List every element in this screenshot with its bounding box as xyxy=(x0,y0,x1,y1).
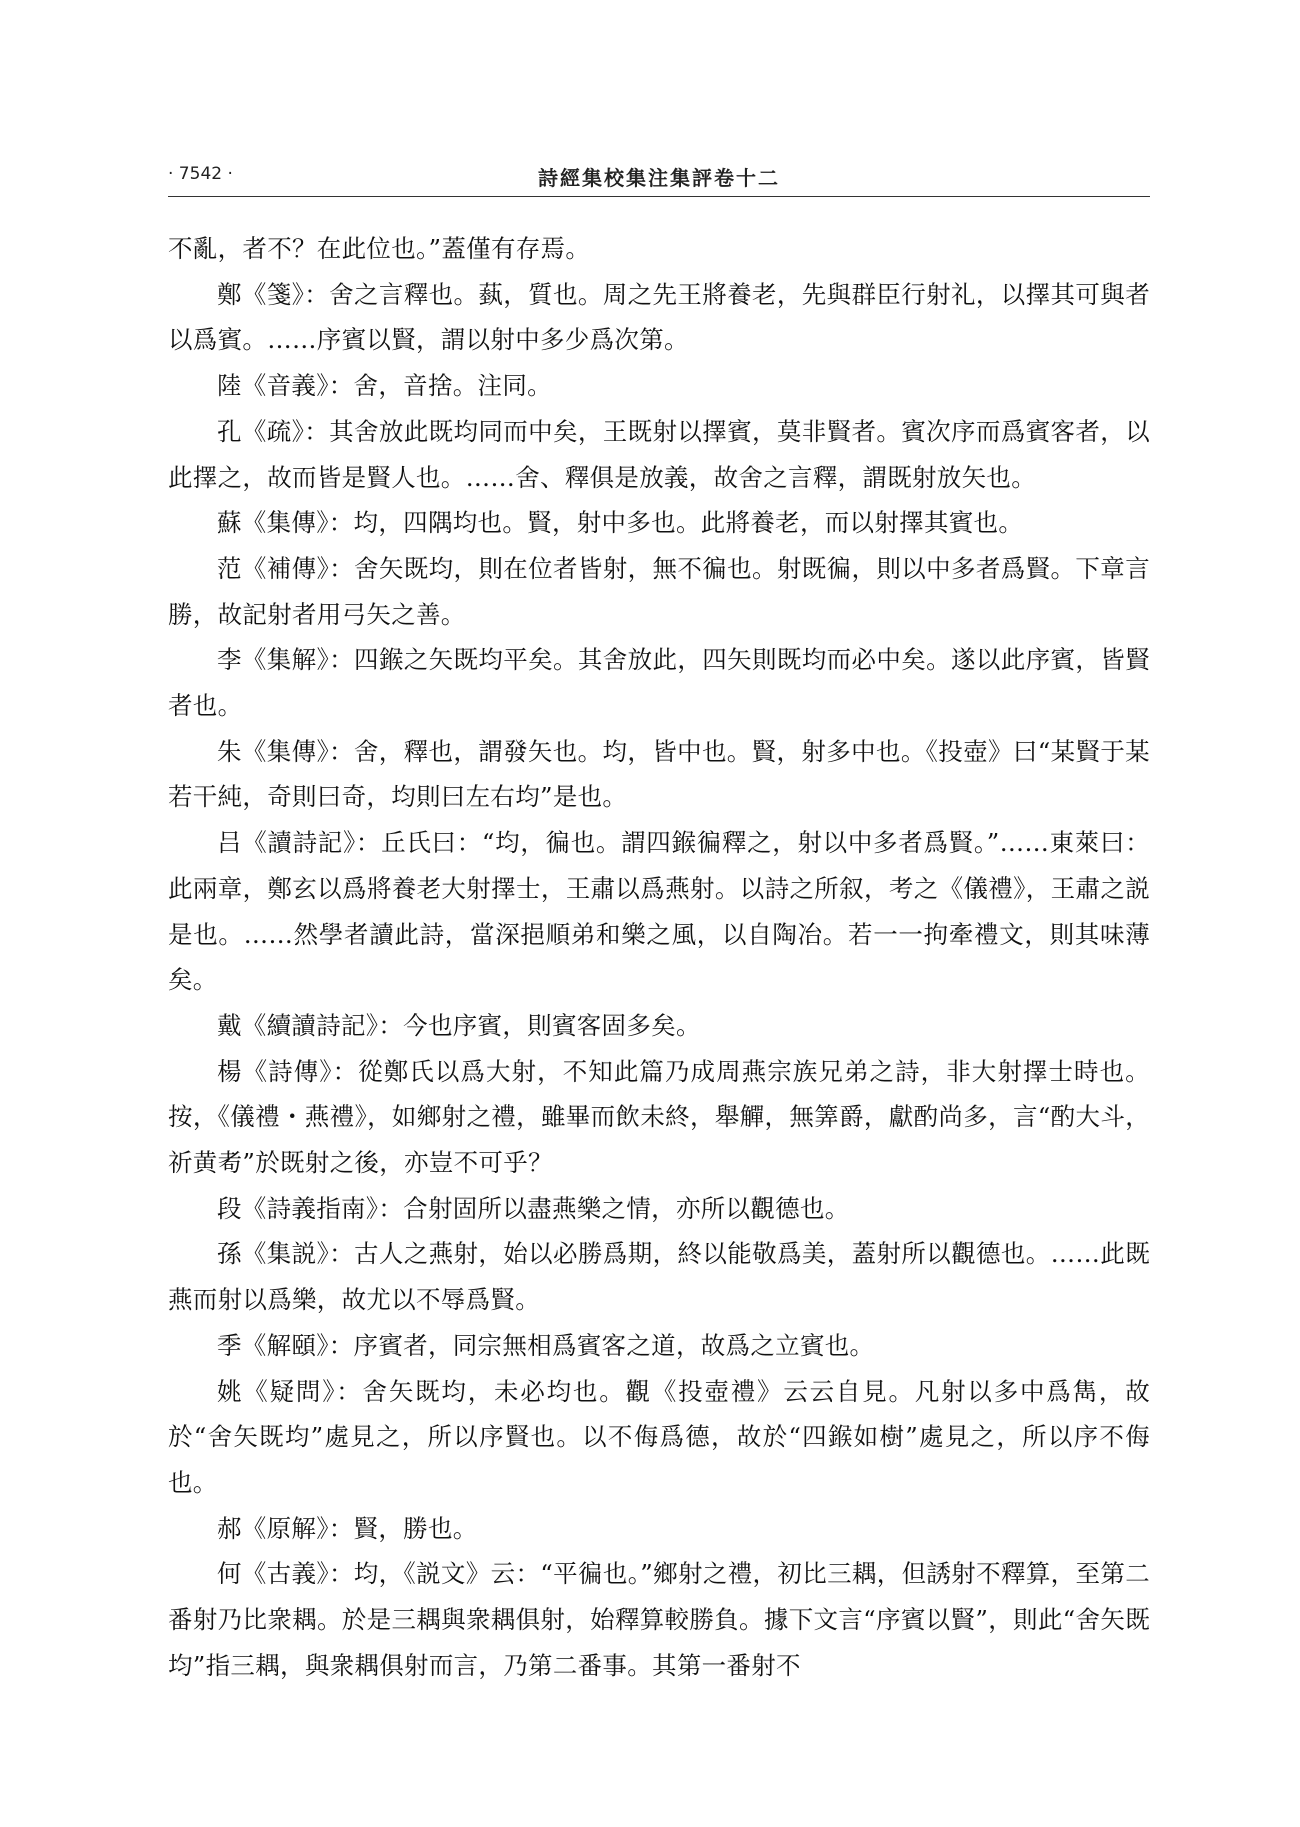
paragraph: 李《集解》：四鍭之矢既均平矣。其舍放此，四矢則既均而必中矣。遂以此序賓，皆賢者也。 xyxy=(168,645,1150,721)
paragraph: 季《解頤》：序賓者，同宗無相爲賓客之道，故爲之立賓也。 xyxy=(217,1330,875,1360)
paragraph: 段《詩義指南》：合射固所以盡燕樂之情，亦所以觀德也。 xyxy=(217,1193,850,1223)
paragraph: 何《古義》：均，《説文》云：“平徧也。”鄉射之禮，初比三耦，但誘射不釋算，至第二番射乃比衆耦。於是三耦與衆耦俱射，始釋算較勝負。據下文言“序賓以賢”，則此“舍矢既均”指三耦，與衆耦俱射而言，乃第二番事。其第一番射不 xyxy=(168,1559,1150,1680)
paragraph: 鄭《箋》：舍之言釋也。蓺，質也。周之先王將養老，先與群臣行射礼，以擇其可與者以爲賓。……序賓以賢，謂以射中多少爲次第。 xyxy=(168,279,1150,355)
paragraph: 孔《疏》：其舍放此既均同而中矣，王既射以擇賓，莫非賢者。賓次序而爲賓客者，以此擇之，故而皆是賢人也。……舍、釋俱是放義，故舍之言釋，謂既射放矢也。 xyxy=(168,416,1150,492)
page-number: · 7542 · xyxy=(168,164,233,184)
paragraph: 蘇《集傳》：均，四隅均也。賢，射中多也。此將養老，而以射擇其賓也。 xyxy=(217,508,1024,538)
paragraph: 不亂，者不？在此位也。”蓋僅有存焉。 xyxy=(168,234,591,263)
running-title: 詩經集校集注集評卷十二 xyxy=(538,166,780,190)
paragraph: 郝《原解》：賢，勝也。 xyxy=(217,1513,478,1543)
paragraph: 吕《讀詩記》：丘氏曰：“均，徧也。謂四鍭徧釋之，射以中多者爲賢。”……東萊曰：此兩章，鄭玄以爲將養老大射擇士，王肅以爲燕射。以詩之所叙，考之《儀禮》，王肅之説是也。……然學者讀此詩，當深挹順弟和樂之風，以自陶冶。若一一拘牽禮文，則其味薄矣。 xyxy=(168,828,1150,995)
paragraph: 朱《集傳》：舍，釋也，謂發矢也。均，皆中也。賢，射多中也。《投壺》曰“某賢于某若干純，奇則曰奇，均則曰左右均”是也。 xyxy=(168,736,1150,812)
paragraph: 陸《音義》：舍，音捨。注同。 xyxy=(217,371,552,401)
paragraph: 楊《詩傳》：從鄭氏以爲大射，不知此篇乃成周燕宗族兄弟之詩，非大射擇士時也。按，《儀禮・燕禮》，如鄉射之禮，雖畢而飲未終，舉觶，無筭爵，獻酌尚多，言“酌大斗，祈黄耇”於既射之後，亦豈不可乎？ xyxy=(168,1056,1150,1178)
header-rule xyxy=(168,196,1150,197)
paragraph: 姚《疑問》：舍矢既均，未必均也。觀《投壺禮》云云自見。凡射以多中爲雋，故於“舍矢既均”處見之，所以序賢也。以不侮爲德，故於“四鍭如樹”處見之，所以序不侮也。 xyxy=(168,1376,1150,1497)
page-header xyxy=(168,158,1150,198)
paragraph: 范《補傳》：舍矢既均，則在位者皆射，無不徧也。射既徧，則以中多者爲賢。下章言勝，故記射者用弓矢之善。 xyxy=(168,553,1150,629)
paragraph: 孫《集説》：古人之燕射，始以必勝爲期，終以能敬爲美，蓋射所以觀德也。……此既燕而射以爲樂，故尤以不辱爲賢。 xyxy=(168,1239,1150,1315)
paragraph: 戴《續讀詩記》：今也序賓，則賓客固多矣。 xyxy=(217,1010,701,1040)
body-text xyxy=(168,226,1150,1689)
